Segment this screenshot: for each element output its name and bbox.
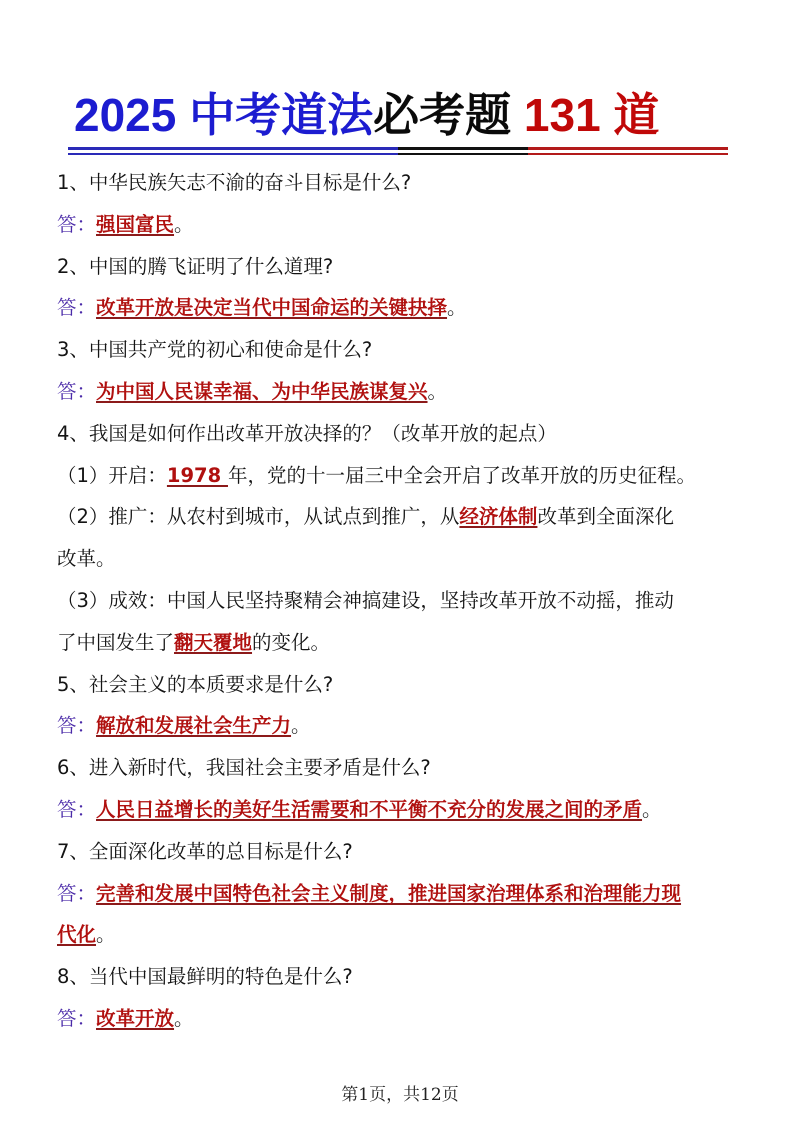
answer-label: 答： <box>57 212 97 236</box>
page-title <box>74 88 730 158</box>
answer-label: 答： <box>57 296 97 320</box>
question-3: 3、中国共产党的初心和使命是什么? <box>57 338 373 362</box>
question-5: 5、社会主义的本质要求是什么? <box>57 672 334 696</box>
answer-end: 。 <box>174 1006 194 1030</box>
answer-text: 强国富民 <box>96 212 175 236</box>
answer-4-point-2-continued: 改革。 <box>57 547 116 571</box>
title-part-black: 必考题 <box>373 89 512 141</box>
highlight-text: 翻天覆地 <box>174 630 253 654</box>
title-part-red: 131 道 <box>511 89 660 141</box>
question-1: 1、中华民族矢志不渝的奋斗目标是什么? <box>57 171 412 194</box>
answer-end: 。 <box>427 379 448 403</box>
point-suffix: 的变化。 <box>252 630 331 654</box>
answer-label: 答： <box>57 797 97 821</box>
underline-blue-segment <box>68 147 398 155</box>
question-8: 8、当代中国最鲜明的特色是什么? <box>57 965 353 989</box>
answer-4-point-3: （3）成效：中国人民坚持聚精会神搞建设，坚持改革开放不动摇，推动 <box>57 588 674 612</box>
underline-red-segment <box>528 147 728 155</box>
answer-4-point-2 <box>57 496 757 538</box>
highlight-text: 1978 <box>166 463 228 487</box>
point-prefix: （2）推广：从农村到城市，从试点到推广，从 <box>57 505 460 529</box>
answer-text: 解放和发展社会生产力 <box>96 714 292 738</box>
answer-text: 改革开放 <box>96 1006 175 1030</box>
answer-end: 。 <box>96 923 116 947</box>
answer-text: 为中国人民谋幸福、为中华民族谋复兴 <box>96 379 428 403</box>
title-part-blue: 2025 中考道法 <box>74 89 374 141</box>
answer-text: 人民日益增长的美好生活需要和不平衡不充分的发展之间的矛盾 <box>96 797 643 821</box>
point-prefix: （1）开启： <box>57 463 167 487</box>
question-4: 4、我国是如何作出改革开放决择的？（改革开放的起点） <box>57 421 557 445</box>
answer-5 <box>57 705 757 747</box>
answer-4-point-1 <box>57 455 757 497</box>
title-text <box>74 88 730 142</box>
underline-black-segment <box>398 147 528 155</box>
answer-8 <box>57 998 757 1040</box>
answer-end: 。 <box>291 714 311 738</box>
question-2: 2、中国的腾飞证明了什么道理? <box>57 254 334 278</box>
answer-text-continued: 代化 <box>57 923 97 947</box>
answer-end: 。 <box>642 797 662 821</box>
answer-text: 完善和发展中国特色社会主义制度，推进国家治理体系和治理能力现 <box>96 881 682 905</box>
answer-7 <box>57 873 757 915</box>
answer-text: 改革开放是决定当代中国命运的关键抉择 <box>96 296 448 320</box>
point-suffix: 改革到全面深化 <box>537 505 674 529</box>
answer-1 <box>57 204 757 246</box>
answer-3 <box>57 371 757 413</box>
question-7: 7、全面深化改革的总目标是什么? <box>57 839 353 863</box>
page-indicator: 第1页，共12页 <box>341 1085 459 1105</box>
point-suffix: 年，党的十一届三中全会开启了改革开放的历史征程。 <box>227 463 696 487</box>
answer-label: 答： <box>57 1006 97 1030</box>
answer-label: 答： <box>57 714 97 738</box>
answer-7-continued <box>57 914 757 956</box>
point-prefix: 了中国发生了 <box>57 630 175 654</box>
answer-4-point-3-continued <box>57 622 757 664</box>
title-double-underline <box>68 147 728 155</box>
answer-end: 。 <box>174 212 194 236</box>
highlight-text: 经济体制 <box>459 505 538 529</box>
answer-6 <box>57 789 757 831</box>
question-6: 6、进入新时代，我国社会主要矛盾是什么? <box>57 756 431 780</box>
answer-label: 答： <box>57 881 97 905</box>
answer-label: 答： <box>57 379 97 403</box>
answer-2 <box>57 287 757 329</box>
qa-list <box>57 162 757 1040</box>
answer-end: 。 <box>447 296 467 320</box>
